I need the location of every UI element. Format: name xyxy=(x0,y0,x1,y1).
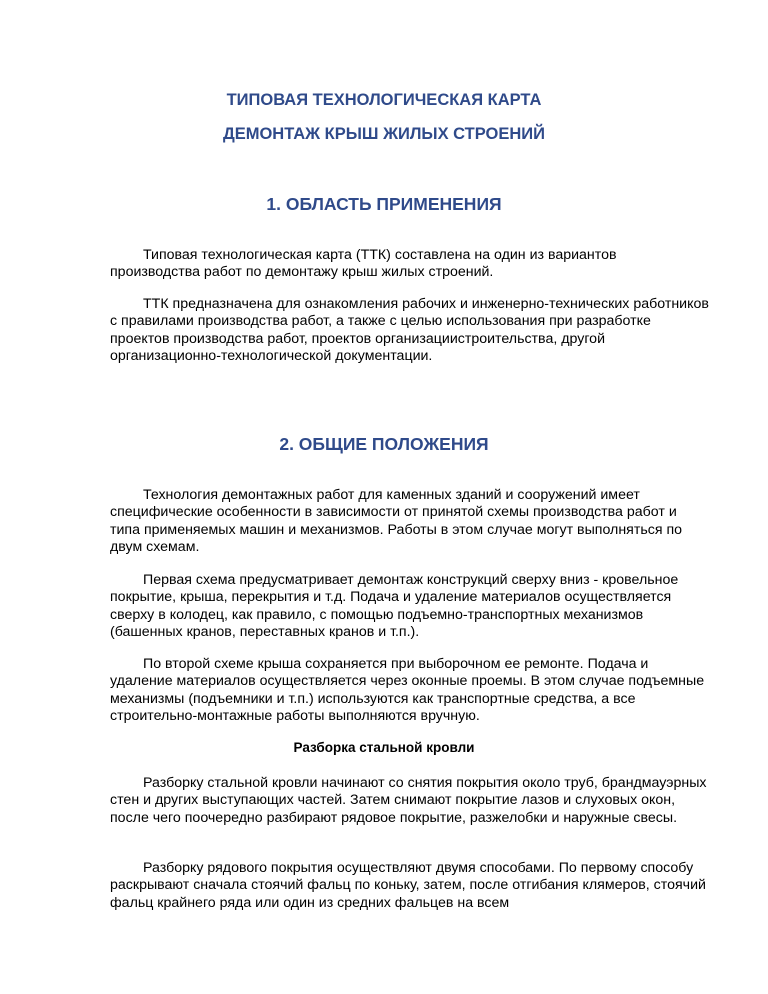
section-heading-scope: 1. ОБЛАСТЬ ПРИМЕНЕНИЯ xyxy=(266,194,502,214)
document-title-line-2: ДЕМОНТАЖ КРЫШ ЖИЛЫХ СТРОЕНИЙ xyxy=(222,125,546,143)
section-heading-general: 2. ОБЩИЕ ПОЛОЖЕНИЯ xyxy=(279,434,489,454)
subheading-steel-roof: Разборка стальной кровли xyxy=(293,740,475,755)
paragraph-general-2: Первая схема предусматривает демонтаж конструкций сверху вниз - кровельное покрытие, крыша, перекрытия и т.д. Подача и удаление материалов осуществляется сверху в колодец, как правило, с помощью подъемно-транспортных механизмов (башенных кранов, переставных кранов и т.п.). xyxy=(110,572,679,641)
paragraph-general-3: По второй схеме крыша сохраняется при выборочном ее ремонте. Подача и удаление материалов осуществляется через оконные проемы. В этом случае подъемные механизмы (подъемники и т.п.) используются как транспортные средства, а все строительно-монтажные работы выполняются вручную. xyxy=(110,656,705,725)
paragraph-steel-roof-2: Разборку рядового покрытия осуществляют двумя способами. По первому способу раскрывают сначала стоячий фальц по коньку, затем, после отгибания клямеров, стоячий фальц крайнего ряда или один из средних фальцев на всем xyxy=(110,860,706,911)
paragraph-steel-roof-1: Разборку стальной кровли начинают со снятия покрытия около труб, брандмауэрных стен и других выступающих частей. Затем снимают покрытие лазов и слуховых окон, после чего поочередно разбирают рядовое покрытие, разжелобки и наружные свесы. xyxy=(110,775,707,826)
document-title-line-1: ТИПОВАЯ ТЕХНОЛОГИЧЕСКАЯ КАРТА xyxy=(226,91,542,109)
paragraph-general-1: Технология демонтажных работ для каменных зданий и сооружений имеет специфические особенности в зависимости от принятой схемы производства работ и типа применяемых машин и механизмов. Работы в этом случае могут выполняться по двум схемам. xyxy=(110,487,683,556)
paragraph-scope-1: Типовая технологическая карта (ТТК) составлена на один из вариантов производства работ по демонтажу крыш жилых строений. xyxy=(110,247,617,281)
paragraph-scope-2: ТТК предназначена для ознакомления рабочих и инженерно-технических работников с правилами производства работ, а также с целью использования при разработке проектов производства работ, проектов организациистроительства, другой организационно-технологической документации. xyxy=(110,296,709,365)
